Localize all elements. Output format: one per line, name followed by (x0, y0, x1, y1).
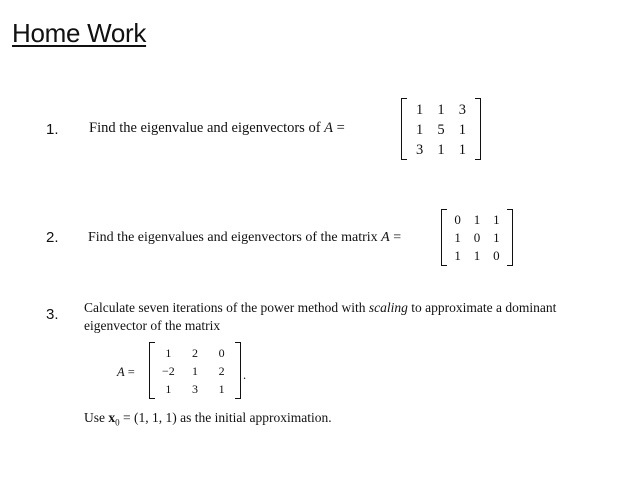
matrix-cell: 1 (454, 230, 461, 245)
question-3-number: 3. (46, 306, 59, 323)
matrix-right-bracket (475, 98, 481, 160)
question-1-eq: = (336, 120, 345, 136)
question-3-text-a: Calculate seven iterations of the power method with (84, 300, 366, 315)
matrix-cell: 1 (191, 364, 198, 378)
question-3-initial-approximation (84, 410, 332, 428)
question-3-use-rest: = (1, 1, 1) as the initial approximation. (123, 410, 332, 425)
matrix-cell: 1 (437, 142, 445, 158)
question-3-line-2: eigenvector of the matrix (84, 318, 221, 333)
matrix-cell: 1 (437, 102, 445, 118)
question-1-matrix (401, 98, 481, 160)
question-2-matrix (441, 209, 513, 266)
matrix-cell: 3 (416, 142, 424, 158)
matrix-left-bracket (401, 98, 407, 160)
question-3-line-1 (84, 300, 556, 316)
matrix-cell: −2 (161, 364, 175, 378)
question-3-italic-word: scaling (368, 300, 408, 315)
matrix-cell: 1 (416, 122, 424, 138)
question-3-vector-subscript: 0 (115, 417, 120, 428)
question-2-text (88, 230, 401, 246)
question-3-vector-var: x (108, 410, 116, 425)
question-3-matrix-period: . (243, 368, 247, 382)
matrix-cell: 1 (458, 122, 466, 138)
question-3-var: A (117, 365, 125, 379)
matrix-cell: 1 (458, 142, 466, 158)
matrix-cell: 1 (473, 248, 481, 263)
question-3-text-b: to approximate a dominant (411, 300, 557, 315)
matrix-cell: 0 (218, 346, 225, 360)
question-1-var: A (324, 120, 334, 136)
matrix-cell: 1 (416, 102, 424, 118)
matrix-cell: 2 (218, 364, 225, 378)
matrix-cell: 5 (437, 122, 445, 138)
matrix-cell: 1 (165, 346, 172, 360)
question-2-eq: = (393, 230, 402, 245)
question-2-var: A (381, 230, 390, 245)
matrix-cell: 1 (493, 230, 500, 245)
matrix-cell: 0 (473, 230, 481, 245)
question-1-text (89, 120, 345, 137)
question-2-prompt: Find the eigenvalues and eigenvectors of the matrix (88, 230, 378, 245)
matrix-cell: 1 (473, 212, 481, 227)
matrix-cell: 3 (191, 382, 198, 396)
matrix-right-bracket (235, 342, 241, 399)
question-3-matrix-label (117, 365, 135, 380)
matrix-cell: 1 (454, 248, 461, 263)
matrix-cell: 0 (493, 248, 500, 263)
page-title: Home Work (12, 18, 147, 48)
question-1-prompt: Find the eigenvalue and eigenvectors of (89, 120, 321, 136)
matrix-cell: 1 (165, 382, 172, 396)
matrix-cell: 0 (454, 212, 461, 227)
matrix-cell: 1 (218, 382, 225, 396)
matrix-left-bracket (441, 209, 447, 266)
question-3-use-text: Use (84, 410, 105, 425)
question-3-eq: = (127, 365, 135, 379)
question-3-matrix (149, 342, 241, 399)
matrix-right-bracket (507, 209, 513, 266)
matrix-cell: 1 (493, 212, 500, 227)
question-1-number: 1. (46, 121, 59, 138)
matrix-cell: 3 (458, 102, 466, 118)
matrix-cell: 2 (191, 346, 198, 360)
question-2-number: 2. (46, 229, 59, 246)
